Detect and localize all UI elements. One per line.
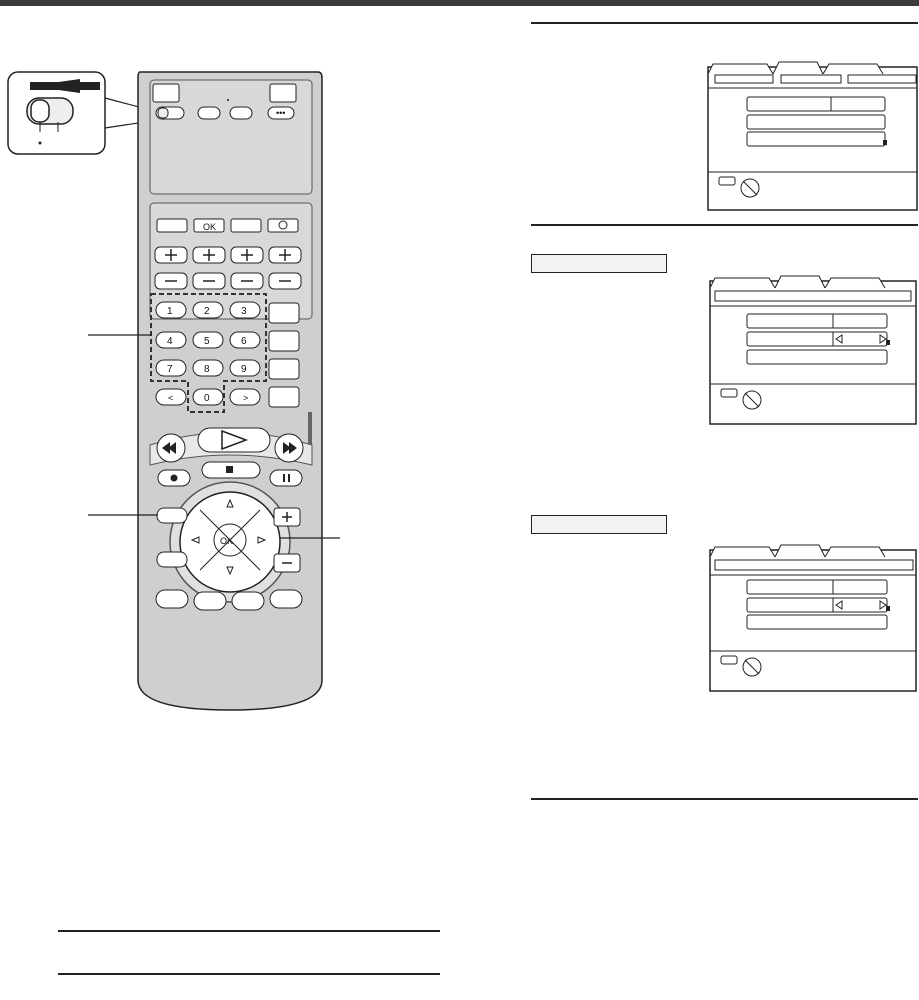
bottom-button-2[interactable] [194,592,226,610]
side-button-1[interactable] [269,303,299,323]
tab-3[interactable] [848,75,916,83]
bottom-button-1[interactable] [156,590,188,608]
skip-next-label: > [243,393,249,403]
section-tag-2 [531,515,667,534]
key-5[interactable]: 5 [204,336,210,347]
tab-1[interactable] [715,75,773,83]
side-button-4[interactable] [269,387,299,407]
key-6[interactable]: 6 [241,336,247,347]
setting-row-3[interactable] [747,615,887,629]
osd-screen-3 [709,543,919,693]
key-9[interactable]: 9 [241,364,247,375]
top-header-bar [0,0,919,6]
key-4[interactable]: 4 [167,336,173,347]
switch-callout [8,72,158,154]
title-bar [715,560,913,570]
key-3[interactable]: 3 [241,306,247,317]
key-2[interactable]: 2 [204,306,210,317]
tab-2[interactable] [781,75,841,83]
left-divider-2 [58,973,440,975]
key-7[interactable]: 7 [167,364,173,375]
section-tag-1 [531,254,667,273]
menu-row-3[interactable] [747,132,885,146]
title-bar [715,291,911,301]
cursor-icon [883,140,887,145]
left-divider-1 [58,930,440,932]
key-1[interactable]: 1 [167,306,173,317]
side-button-3[interactable] [269,359,299,379]
setting-row-3[interactable] [747,350,887,364]
func-button-3[interactable] [231,219,261,232]
skip-prev-label: < [168,393,174,403]
osd-screen-2 [709,274,919,426]
key-8[interactable]: 8 [204,364,210,375]
side-button-2[interactable] [269,331,299,351]
ok-small-label: OK [203,222,217,232]
setting-row-2[interactable] [747,598,887,612]
right-divider-3 [531,798,918,800]
standby-button[interactable] [270,84,296,102]
osd-button-icon [719,177,735,185]
menu-row-2[interactable] [747,115,885,129]
right-divider-1 [531,22,918,24]
pause-button[interactable] [270,470,302,486]
func-button-1[interactable] [157,219,187,232]
setting-row-1[interactable] [747,314,887,328]
small-button-b[interactable] [230,107,252,119]
menu-row-1[interactable] [747,97,885,111]
setting-row-1[interactable] [747,580,887,594]
menu-button[interactable] [157,508,187,523]
nav-ok-label: OK [220,536,234,546]
remote-illustration [0,60,350,750]
setting-row-2[interactable] [747,332,887,346]
right-divider-2 [531,224,918,226]
key-0[interactable]: 0 [204,393,210,404]
osd-screen-1 [707,60,919,212]
bottom-button-3[interactable] [232,592,264,610]
bottom-button-4[interactable] [270,590,302,608]
power-button[interactable] [153,84,179,102]
return-button[interactable] [157,552,187,567]
svg-text:•••: ••• [276,108,286,118]
small-button-a[interactable] [198,107,220,119]
